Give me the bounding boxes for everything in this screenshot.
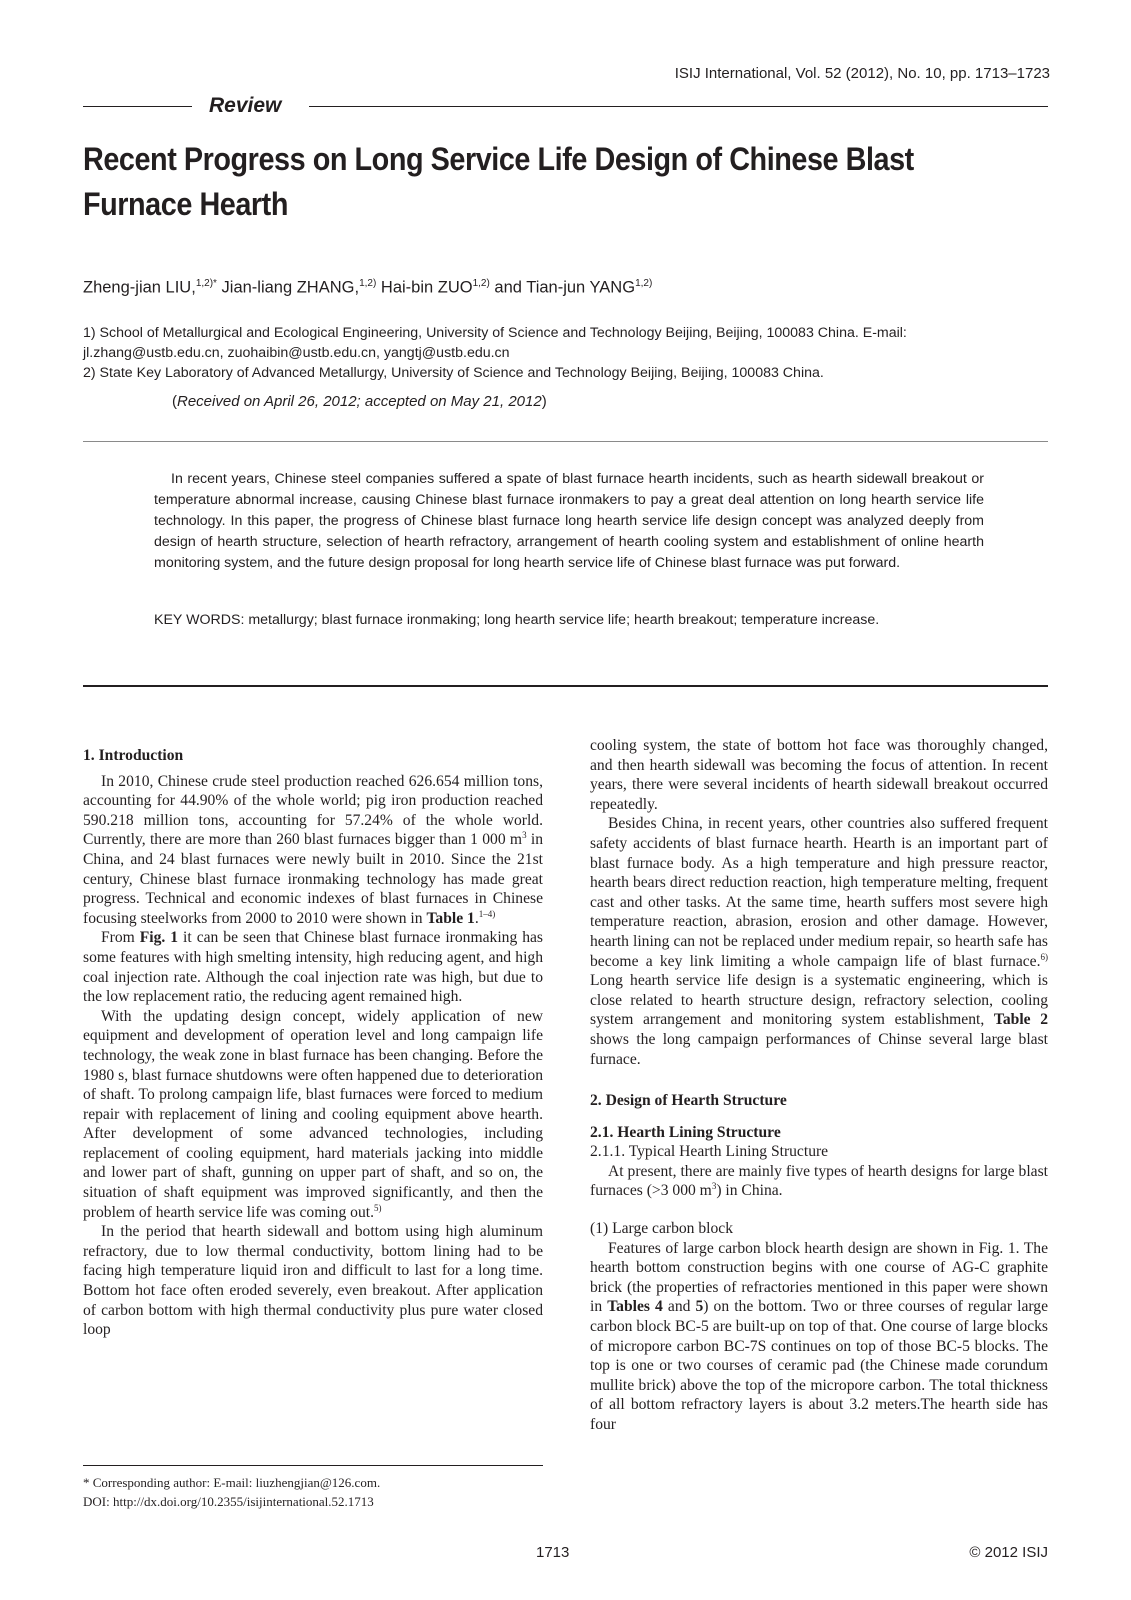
author-affil-mark: 1,2)* bbox=[195, 278, 217, 289]
author-name: and Tian-jun YANG bbox=[489, 278, 636, 297]
author-name: Hai-bin ZUO bbox=[376, 278, 473, 297]
subsubsection-heading-2-1-1: 2.1.1. Typical Hearth Lining Structure bbox=[590, 1143, 829, 1161]
paragraph: cooling system, the state of bottom hot face was thoroughly changed, and then hearth sidewall was becoming the focus of attention. In recent years, there were several incidents of hearth sidewall breakout occurred repeatedly. bbox=[590, 737, 1048, 813]
abstract-text: In recent years, Chinese steel companies suffered a spate of blast furnace hearth incidents, such as hearth sidewall breakout or temperature abnormal increase, causing Chinese blast furnace ironmakers to pay a great deal attention on long hearth service life technology. In this paper, the progress of Chinese blast furnace long hearth service life design concept was analyzed deeply from design of hearth structure, selection of hearth refractory, arrangement of hearth cooling system and establishment of online hearth monitoring system, and the future design proposal for long hearth service life of Chinese blast furnace was put forward. bbox=[154, 471, 984, 571]
subsection-heading-2-1: 2.1. Hearth Lining Structure bbox=[590, 1123, 781, 1141]
paragraph: Features of large carbon block hearth design are shown in Fig. 1. The hearth bottom construction begins with one course of AG-C graphite brick (the properties of refractories mentioned in this paper were shown in Tables 4 and 5) on the bottom. Two or three courses of regular large carbon block BC-5 are built-up on top of that. One course of large blocks of micropore carbon BC-7S continues on top of those BC-5 blocks. The top is one or two courses of ceramic pad (the Chinese made corundum mullite brick) above the top of the micropore carbon. The total thickness of all bottom refractory layers is about 3.2 meters.The hearth side has four bbox=[590, 1239, 1048, 1433]
left-column bbox=[83, 746, 543, 1340]
section-label: Review bbox=[209, 94, 282, 117]
list-heading-large-carbon-block: (1) Large carbon block bbox=[590, 1220, 734, 1238]
affiliation-1: 1) School of Metallurgical and Ecological Engineering, University of Science and Technology Beijing, Beijing, 100083 China. E-mail: jl.zhang@ustb.edu.cn, zuohaibin@ustb.edu.cn, yangtj@ustb.edu.cn bbox=[83, 325, 907, 361]
section-rule-left bbox=[83, 106, 192, 107]
paper-title: Recent Progress on Long Service Life Design of Chinese Blast Furnace Hearth bbox=[83, 141, 914, 222]
affiliation-2: 2) State Key Laboratory of Advanced Metallurgy, University of Science and Technology Beijing, Beijing, 100083 China. bbox=[83, 365, 824, 381]
table-reference: Table 2 bbox=[993, 1011, 1049, 1029]
section-heading-2: 2. Design of Hearth Structure bbox=[590, 1092, 787, 1110]
paragraph: In 2010, Chinese crude steel production reached 626.654 million tons, accounting for 44.90% of the whole world; pig iron production reached 590.218 million tons, accounting for 57.24% of the whole world. Currently, there are more than 260 blast furnaces bigger than 1 000 $m^3$ in China, and 24 blast furnaces were newly built in 2010. Since the 21st century, Chinese blast furnace ironmaking technology has made great progress. Technical and economic indexes of blast furnaces in Chinese focusing steelworks from 2000 to 2010 were shown in Table 1.$^{1-4)}$ bbox=[83, 772, 543, 927]
abstract-bottom-rule bbox=[83, 685, 1048, 687]
footnote-rule bbox=[83, 1465, 543, 1466]
abstract-top-rule bbox=[83, 441, 1048, 442]
received-text: Received on April 26, 2012; accepted on May 21, 2012 bbox=[177, 393, 542, 410]
paragraph: With the updating design concept, widely application of new equipment and development of operation level and long campaign life technology, the weak zone in blast furnace has been changing. Before the 1980 s, blast furnace shutdowns were often happened due to deterioration of shaft. To prolong campaign life, blast furnaces were forced to medium repair with replacement of lining and cooling equipment above hearth. After development of some advanced technologies, including replacement of cooling equipment, hard materials jacking into middle and lower part of shaft, gunning on upper part of shaft, and so on, the situation of shaft equipment was improved significantly, and then the problem of hearth service life was coming out.$^{5)}$ bbox=[83, 1007, 543, 1221]
affiliations bbox=[83, 323, 1048, 383]
right-column bbox=[590, 736, 1048, 1435]
table-reference: Table 1 bbox=[426, 909, 475, 927]
author-affil-mark: 1,2) bbox=[359, 278, 377, 289]
author-name: Zheng-jian LIU, bbox=[83, 278, 196, 297]
paragraph: At present, there are mainly five types of hearth designs for large blast furnaces (>3 000 $m^3$) in China. bbox=[590, 1162, 1048, 1200]
section-rule-right bbox=[309, 106, 1048, 107]
journal-citation: ISIJ International, Vol. 52 (2012), No. 10, pp. 1713–1723 bbox=[674, 65, 1050, 82]
paragraph: Besides China, in recent years, other countries also suffered frequent safety accidents of blast furnace hearth. Hearth is an important part of blast furnace body. As a high temperature and high pressure reactor, hearth bears direct reduction reaction, high temperature melting, frequent cast and other tasks. At the same time, hearth suffers most severe high temperature reaction, abrasion, erosion and other damage. However, hearth lining can not be replaced under medium repair, so hearth safe has become a key link limiting a whole campaign life of blast furnace.$^{6)}$ Long hearth service life design is a systematic engineering, which is close related to hearth structure design, refractory selection, cooling system arrangement and monitoring system establishment, Table 2 shows the long campaign performances of Chinse several large blast furnace. bbox=[590, 815, 1049, 1068]
paragraph: From Fig. 1 it can be seen that Chinese blast furnace ironmaking has some features with high smelting intensity, high reducing agent, and high coal injection rate. Although the coal injection rate was high, but due to the low replacement ratio, the reducing agent remained high. bbox=[83, 929, 543, 1006]
author-list bbox=[83, 278, 652, 298]
table-reference: Tables 4 bbox=[607, 1298, 663, 1316]
paragraph: In the period that hearth sidewall and bottom using high aluminum refractory, due to low thermal conductivity, bottom lining had to be facing high temperature liquid iron and difficult to last for a long time. Bottom hot face often eroded severely, even breakout. After application of carbon bottom with high thermal conductivity plus pure water closed loop bbox=[83, 1223, 543, 1339]
section-heading-introduction: 1. Introduction bbox=[83, 747, 184, 764]
footnotes bbox=[83, 1473, 543, 1511]
page-number: 1713 bbox=[536, 1544, 570, 1561]
author-affil-mark: 1,2) bbox=[635, 278, 653, 289]
keywords: KEY WORDS: metallurgy; blast furnace ironmaking; long hearth service life; hearth breakout; temperature increase. bbox=[154, 612, 880, 628]
abstract bbox=[154, 469, 984, 574]
author-affil-mark: 1,2) bbox=[472, 278, 490, 289]
author-name: Jian-liang ZHANG, bbox=[216, 278, 360, 297]
table-reference: 5 bbox=[695, 1298, 704, 1316]
copyright: © 2012 ISIJ bbox=[969, 1544, 1048, 1561]
figure-reference: Fig. 1 bbox=[139, 929, 179, 947]
doi: DOI: http://dx.doi.org/10.2355/isijinternational.52.1713 bbox=[83, 1494, 374, 1509]
received-dates: (Received on April 26, 2012; accepted on May 21, 2012) bbox=[172, 393, 547, 410]
corresponding-author: * Corresponding author: E-mail: liuzhengjian@126.com. bbox=[83, 1475, 381, 1490]
